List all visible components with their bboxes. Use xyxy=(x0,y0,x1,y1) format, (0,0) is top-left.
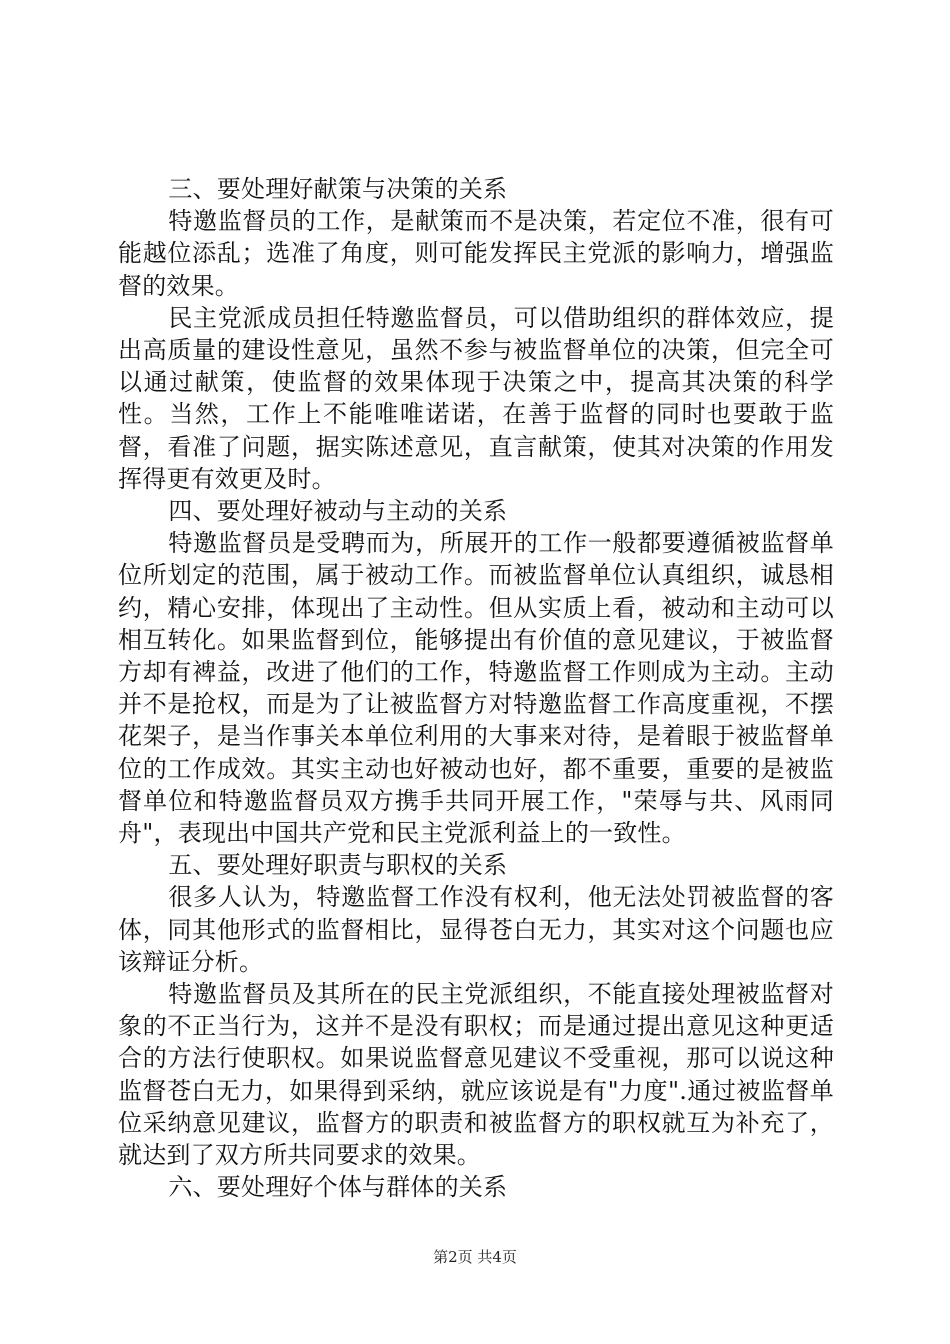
section-heading-5: 五、要处理好职责与职权的关系 xyxy=(168,851,508,880)
document-body xyxy=(118,173,834,1204)
section-heading-3: 三、要处理好献策与决策的关系 xyxy=(168,175,508,203)
paragraph: 特邀监督员的工作，是献策而不是决策，若定位不准，很有可能越位添乱；选准了角度，则可能发挥民主党派的影响力，增强监督的效果。 xyxy=(118,207,834,300)
paragraph: 特邀监督员及其所在的民主党派组织，不能直接处理被监督对象的不正当行为，这并不是没有职权；而是通过提出意见这种更适合的方法行使职权。如果说监督意见建议不受重视，那可以说这种监督苍白无力，如果得到采纳，就应该说是有"力度".通过被监督单位采纳意见建议，监督方的职责和被监督方的职权就互为补充了，就达到了双方所共同要求的效果。 xyxy=(118,980,834,1170)
paragraph: 特邀监督员是受聘而为，所展开的工作一般都要遵循被监督单位所划定的范围，属于被动工作。而被监督单位认真组织，诚恳相约，精心安排，体现出了主动性。但从实质上看，被动和主动可以相互转化。如果监督到位，能够提出有价值的意见建议，于被监督方却有裨益，改进了他们的工作，特邀监督工作则成为主动。主动并不是抢权，而是为了让被监督方对特邀监督工作高度重视，不摆花架子，是当作事关本单位利用的大事来对待，是着眼于被监督单位的工作成效。其实主动也好被动也好，都不重要，重要的是被监督单位和特邀监督员双方携手共同开展工作，"荣辱与共、风雨同舟"，表现出中国共产党和民主党派利益上的一致性。 xyxy=(118,529,834,848)
section-heading-4: 四、要处理好被动与主动的关系 xyxy=(168,497,508,526)
page-footer: 第2页 共4页 xyxy=(433,1248,517,1266)
paragraph: 民主党派成员担任特邀监督员，可以借助组织的群体效应，提出高质量的建设性意见，虽然不参与被监督单位的决策，但完全可以通过献策，使监督的效果体现于决策之中，提高其决策的科学性。当然，工作上不能唯唯诺诺，在善于监督的同时也要敢于监督，看准了问题，据实陈述意见，直言献策，使其对决策的作用发挥得更有效更及时。 xyxy=(118,303,834,493)
section-heading-6: 六、要处理好个体与群体的关系 xyxy=(168,1173,508,1202)
paragraph: 很多人认为，特邀监督工作没有权利，他无法处罚被监督的客体，同其他形式的监督相比，显得苍白无力，其实对这个问题也应该辩证分析。 xyxy=(118,883,834,976)
